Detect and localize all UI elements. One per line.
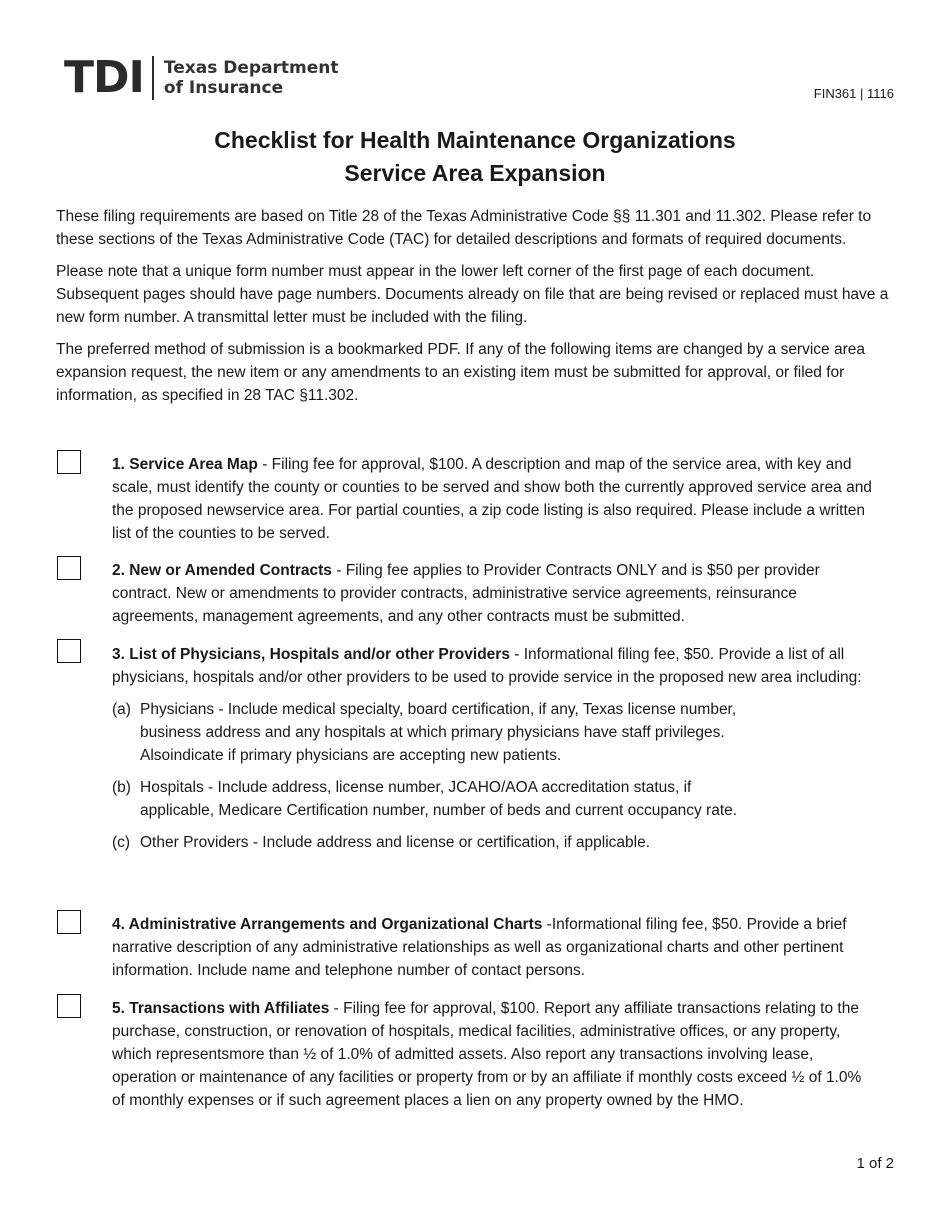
subitem-hospitals xyxy=(112,776,740,822)
logo-text-line1: Texas Department xyxy=(163,58,339,78)
checklist-item-3 xyxy=(112,643,872,854)
subitem-physicians xyxy=(112,698,740,767)
checkbox-item-5[interactable] xyxy=(57,994,81,1018)
item-text: - Filing fee applies to Provider Contracts ONLY and is $50 per provider contract. New or amendments to provider contracts, administrative service agreements, reinsurance agreements, management agreements, and any other contracts must be submitted. xyxy=(112,562,820,625)
item-heading: 3. List of Physicians, Hospitals and/or other Providers xyxy=(112,646,510,663)
item-text: - Informational filing fee, $50. Provide a list of all physicians, hospitals and/or other providers to be used to provide service in the proposed new area including: xyxy=(112,646,862,686)
checklist-item-1 xyxy=(112,453,872,545)
item-text: -Informational filing fee, $50. Provide a brief narrative description of any administrative relationships as well as organizational charts and other pertinent information. Include name and telephone number of contact persons. xyxy=(112,916,847,979)
subitem-label: (a) xyxy=(112,701,131,718)
item-heading: 5. Transactions with Affiliates xyxy=(112,1000,330,1017)
item-heading: 4. Administrative Arrangements and Organizational Charts xyxy=(112,916,543,933)
checklist-item-4 xyxy=(112,913,872,982)
page-title xyxy=(0,124,950,190)
checkbox-item-3[interactable] xyxy=(57,639,81,663)
subitem-other-providers xyxy=(112,831,740,854)
item-heading: 1. Service Area Map xyxy=(112,456,258,473)
subitem-text: Physicians - Include medical specialty, board certification, if any, Texas license number, business address and any hospitals at which primary physicians have staff privileges. Alsoindicate if primary physicians are accepting new patients. xyxy=(140,701,737,764)
page-number: 1 of 2 xyxy=(856,1155,894,1172)
form-number: FIN361 | 1116 xyxy=(813,86,894,101)
logo-mark: TDI xyxy=(64,52,144,103)
logo-divider xyxy=(152,56,154,100)
checkbox-item-1[interactable] xyxy=(57,450,81,474)
title-line2: Service Area Expansion xyxy=(344,160,606,186)
item-heading: 2. New or Amended Contracts xyxy=(112,562,332,579)
subitem-label: (b) xyxy=(112,779,131,796)
logo-text xyxy=(164,58,339,98)
subitem-label: (c) xyxy=(112,834,131,851)
checklist-item-2 xyxy=(112,559,872,628)
subitem-text: Hospitals - Include address, license number, JCAHO/AOA accreditation status, if applicable, Medicare Certification number, number of beds and current occupancy rate. xyxy=(140,779,738,819)
subitem-text: Other Providers - Include address and license or certification, if applicable. xyxy=(140,834,651,851)
logo-text-line2: of Insurance xyxy=(163,78,284,98)
checkbox-item-2[interactable] xyxy=(57,556,81,580)
title-line1: Checklist for Health Maintenance Organizations xyxy=(214,127,736,153)
item-text: - Filing fee for approval, $100. A description and map of the service area, with key and scale, must identify the county or counties to be served and show both the currently approved service area and the proposed newservice area. For partial counties, a zip code listing is also required. Please include a written list of the counties to be served. xyxy=(112,456,872,542)
intro-paragraph: The preferred method of submission is a bookmarked PDF. If any of the following items are changed by a service area expansion request, the new item or any amendments to an existing item must be submitted for approval, or filed for information, as specified in 28 TAC §11.302. xyxy=(56,341,865,404)
checkbox-item-4[interactable] xyxy=(57,910,81,934)
checklist-item-5 xyxy=(112,997,872,1112)
item-text: - Filing fee for approval, $100. Report any affiliate transactions relating to the purchase, construction, or renovation of hospitals, medical facilities, administrative offices, or any property, which representsmore than ½ of 1.0% of admitted assets. Also report any transactions involving lease, operation or maintenance of any facilities or property from or by an affiliate if monthly costs exceed ½ of 1.0% of monthly expenses or if such agreement places a lien on any property owned by the HMO. xyxy=(112,1000,862,1109)
tdi-logo xyxy=(64,52,339,103)
intro-section xyxy=(56,205,898,416)
intro-paragraph: These filing requirements are based on Title 28 of the Texas Administrative Code §§ 11.301 and 11.302. Please refer to these sections of the Texas Administrative Code (TAC) for detailed descriptions and formats of required documents. xyxy=(56,208,872,248)
intro-paragraph: Please note that a unique form number must appear in the lower left corner of the first page of each document. Subsequent pages should have page numbers. Documents already on file that are being revised or replaced must have a new form number. A transmittal letter must be included with the filing. xyxy=(56,263,889,326)
